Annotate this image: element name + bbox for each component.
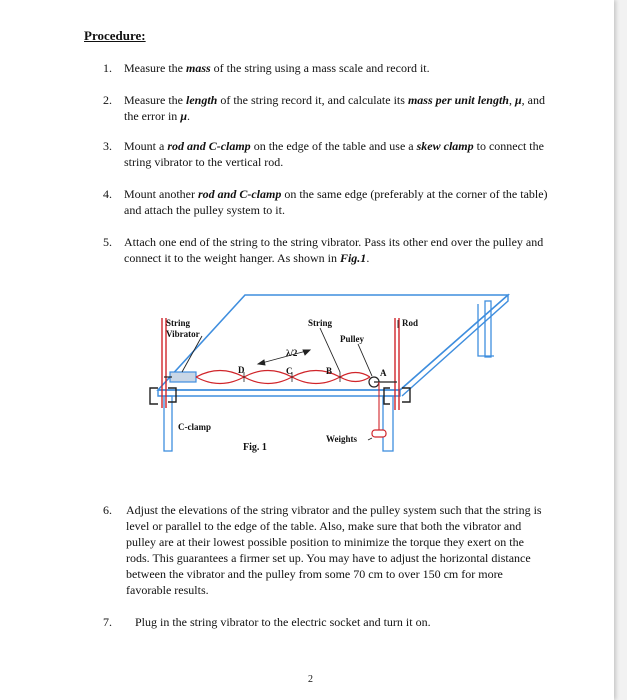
procedure-heading: Procedure: [84,28,146,43]
step-number: 6. [103,503,112,517]
step-text: Attach one end of the string to the string vibrator. Pass its other end over the pulley and connect it to the weight hanger. As shown in Fig.1. [124,235,544,265]
step-text: Mount another rod and C-clamp on the same edge (preferably at the corner of the table) and attach the pulley system to it. [124,187,548,217]
step-number: 1. [103,61,112,75]
step-5 [103,234,548,266]
label-weights: Weights [326,434,358,444]
label-string-vibrator-2: Vibrator [166,329,200,339]
string-vibrator [170,372,196,382]
step-number: 4. [103,187,112,201]
weight-hanger [372,430,386,437]
step-number: 5. [103,235,112,249]
step-4 [103,186,548,218]
label-string: String [308,318,333,328]
step-text: Measure the mass of the string using a mass scale and record it. [124,61,430,75]
step-1 [103,60,548,76]
label-half-lambda: λ/2 [286,348,298,358]
step-6 [103,502,543,598]
label-string-vibrator: String [166,318,191,328]
figure-caption: Fig. 1 [243,442,267,453]
label-node-d: D [238,365,245,375]
apparatus-diagram [140,290,510,465]
label-node-b: B [326,366,333,376]
table-top-edge [158,390,400,396]
step-text: Measure the length of the string record it, and calculate its mass per unit length, μ, and the error in μ. [124,93,545,123]
label-rod: Rod [402,318,419,328]
step-number: 2. [103,93,112,107]
step-text: Plug in the string vibrator to the electric socket and turn it on. [135,615,431,629]
step-3 [103,138,548,170]
step-text: Mount a rod and C-clamp on the edge of the table and use a skew clamp to connect the string vibrator to the vertical rod. [124,139,544,169]
table-right-edge [400,295,508,396]
step-number: 7. [103,615,112,629]
table-top [158,295,508,390]
page-number: 2 [308,674,313,685]
step-number: 3. [103,139,112,153]
step-text: Adjust the elevations of the string vibrator and the pulley system such that the string is level or parallel to the edge of the table. Also, make sure that both the vibrator and pulley are at their lowest possible position to minimize the torque they exert on the rods. This guarantees a firmer set up. You may have to adjust the horizontal distance between the vibrator and the pulley from some 70 cm to over 150 cm for more favorable results. [126,503,542,597]
label-node-a: A [380,368,387,378]
label-node-c: C [286,366,293,376]
figure-1 [140,290,510,465]
label-pulley: Pulley [340,334,364,344]
half-wavelength-marker [258,350,310,365]
step-7 [103,614,548,630]
step-2 [103,92,548,124]
label-c-clamp: C-clamp [178,422,211,432]
